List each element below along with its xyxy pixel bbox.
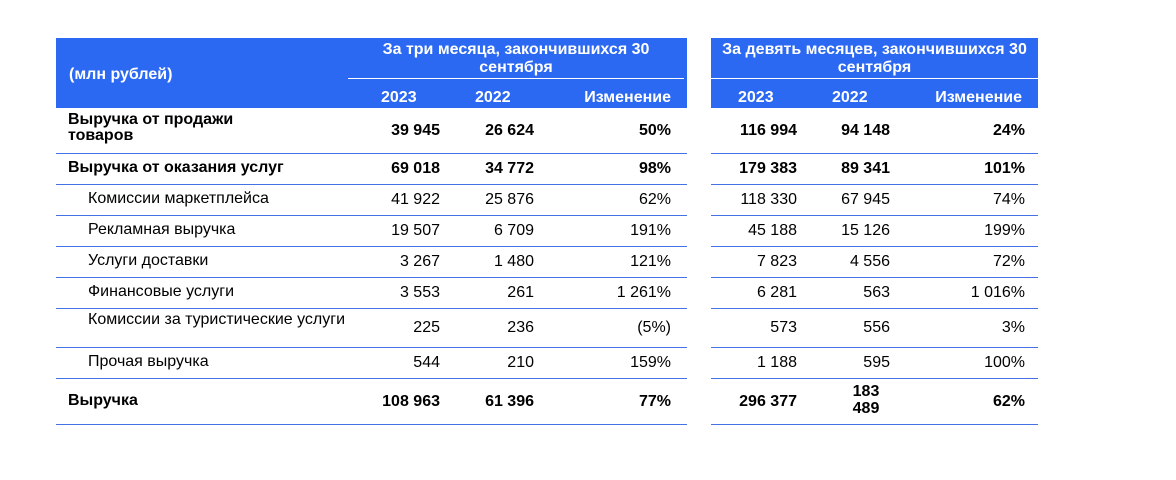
- cell-9m-2023: 118 330: [740, 191, 797, 208]
- col-2023-3m: 2023: [381, 89, 417, 106]
- table-row: [711, 379, 1038, 425]
- cell-3m-change: 98%: [638, 160, 671, 177]
- cell-9m-2022: 15 126: [841, 222, 890, 239]
- table-row: [56, 348, 687, 379]
- table-row: [56, 247, 687, 278]
- cell-3m-change: 62%: [638, 191, 671, 208]
- cell-9m-change: 199%: [984, 222, 1025, 239]
- cell-9m-change: 1 016%: [970, 284, 1025, 301]
- cell-9m-2022: 563: [863, 284, 890, 301]
- cell-3m-2022: 6 709: [493, 222, 534, 239]
- row-label: Комиссии маркетплейса: [88, 190, 269, 207]
- cell-3m-change: 121%: [630, 253, 671, 270]
- table-row: [56, 216, 687, 247]
- table-row: [711, 278, 1038, 309]
- cell-9m-2022: 183 489: [852, 383, 880, 417]
- cell-9m-2022: 89 341: [841, 160, 890, 177]
- cell-9m-2023: 1 188: [756, 354, 797, 371]
- cell-3m-change: (5%): [637, 319, 671, 336]
- row-label: Выручка от продажи товаров: [68, 111, 234, 144]
- cell-9m-change: 62%: [992, 392, 1025, 410]
- cell-9m-2023: 6 281: [756, 284, 797, 301]
- cell-3m-change: 77%: [638, 392, 671, 410]
- col-2022-3m: 2022: [475, 89, 511, 106]
- cell-9m-2023: 116 994: [740, 121, 797, 139]
- cell-9m-change: 74%: [992, 191, 1025, 208]
- cell-9m-2023: 573: [770, 319, 797, 336]
- row-label: Выручка от оказания услуг: [68, 159, 284, 176]
- cell-9m-change: 72%: [992, 253, 1025, 270]
- table-row: [56, 379, 687, 425]
- three-month-header: [56, 38, 687, 108]
- nine-month-year-headers: [711, 88, 1038, 108]
- table-row: [711, 309, 1038, 348]
- cell-9m-change: 101%: [984, 160, 1025, 177]
- table-row: [56, 278, 687, 309]
- table-row: [711, 108, 1038, 154]
- cell-9m-2023: 45 188: [748, 222, 797, 239]
- cell-3m-2022: 61 396: [485, 392, 534, 410]
- cell-3m-change: 159%: [630, 354, 671, 371]
- cell-3m-2022: 26 624: [485, 121, 534, 139]
- cell-3m-2023: 41 922: [391, 191, 440, 208]
- table-row: [711, 185, 1038, 216]
- col-2023-9m: 2023: [738, 89, 774, 106]
- cell-3m-2022: 1 480: [493, 253, 534, 270]
- cell-3m-2023: 19 507: [391, 222, 440, 239]
- row-label: Комиссии за туристические услуги: [88, 311, 346, 328]
- cell-3m-2023: 3 553: [399, 284, 440, 301]
- row-label: Финансовые услуги: [88, 283, 235, 300]
- cell-9m-2022: 4 556: [849, 253, 890, 270]
- cell-9m-2022: 556: [863, 319, 890, 336]
- cell-9m-2022: 595: [863, 354, 890, 371]
- unit-label: (млн рублей): [69, 66, 173, 83]
- period-3m-title: За три месяца, закончившихся 30 сентября: [348, 41, 684, 79]
- cell-9m-2023: 179 383: [739, 160, 797, 177]
- col-change-9m: Изменение: [935, 89, 1022, 106]
- col-change-3m: Изменение: [584, 89, 671, 106]
- table-row: [56, 309, 687, 348]
- cell-3m-2022: 25 876: [485, 191, 534, 208]
- cell-3m-2023: 225: [413, 319, 440, 336]
- cell-3m-2023: 39 945: [391, 121, 440, 139]
- cell-3m-2022: 210: [507, 354, 534, 371]
- cell-3m-change: 1 261%: [616, 284, 671, 301]
- row-label: Выручка: [68, 391, 138, 409]
- cell-3m-change: 191%: [630, 222, 671, 239]
- cell-9m-change: 3%: [1001, 319, 1025, 336]
- three-month-table: [56, 38, 687, 425]
- cell-9m-change: 24%: [992, 121, 1025, 139]
- table-row: [711, 154, 1038, 185]
- col-2022-9m: 2022: [832, 89, 868, 106]
- cell-3m-2023: 108 963: [382, 392, 440, 410]
- cell-9m-2022: 67 945: [841, 191, 890, 208]
- table-row: [711, 216, 1038, 247]
- nine-month-table: [711, 38, 1038, 425]
- row-label: Услуги доставки: [88, 252, 209, 269]
- cell-3m-2023: 3 267: [399, 253, 440, 270]
- cell-9m-2023: 296 377: [739, 392, 797, 410]
- cell-3m-2023: 69 018: [391, 160, 440, 177]
- cell-9m-change: 100%: [984, 354, 1025, 371]
- table-row: [711, 348, 1038, 379]
- cell-3m-2023: 544: [413, 354, 440, 371]
- row-label: Рекламная выручка: [88, 221, 236, 238]
- period-9m-title: За девять месяцев, закончившихся 30 сентября: [711, 41, 1038, 79]
- cell-3m-2022: 236: [507, 319, 534, 336]
- cell-3m-2022: 34 772: [485, 160, 534, 177]
- table-row: [56, 154, 687, 185]
- table-row: [56, 185, 687, 216]
- nine-month-header: [711, 38, 1038, 108]
- table-row: [711, 247, 1038, 278]
- cell-9m-2022: 94 148: [841, 121, 890, 139]
- table-row: [56, 108, 687, 154]
- cell-3m-change: 50%: [638, 121, 671, 139]
- cell-9m-2023: 7 823: [756, 253, 797, 270]
- three-month-year-headers: [56, 88, 687, 108]
- cell-3m-2022: 261: [507, 284, 534, 301]
- row-label: Прочая выручка: [88, 353, 209, 370]
